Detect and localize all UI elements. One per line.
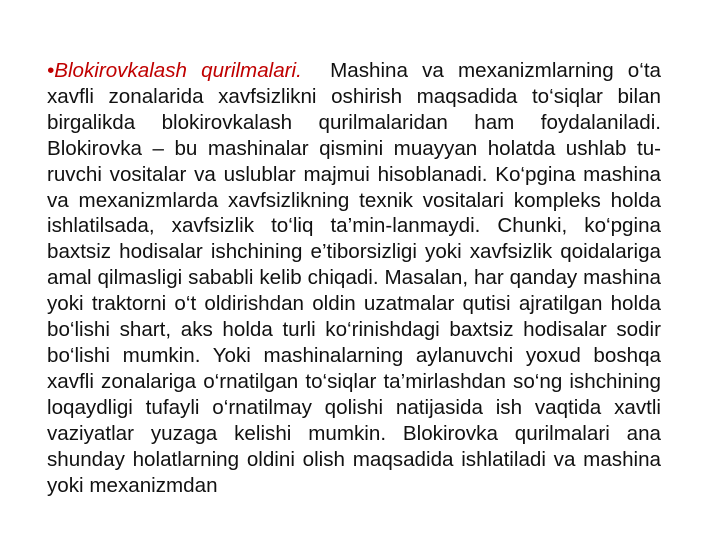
bullet-icon: • — [47, 59, 55, 82]
lead-term: Blokirovkalash qurilmalari. — [54, 59, 302, 82]
bullet-lead — [47, 59, 302, 82]
slide-body-paragraph — [47, 58, 661, 498]
paragraph-text: Mashina va mexanizmlarning o‘ta xavfli zonalarida xavfsizlikni oshirish maqsadida to‘siqlar bilan birgalikda blokirovkalash qurilmalaridan ham foydalaniladi. Blokirovka – bu mashinalar qismini muayyan holatda ushlab tu- ruvchi vositalar va uslublar majmui hisoblanadi. Ko‘pgina mashina va mexanizmlarda xavfsizlikning texnik vositalari kompleks holda ishlatilsada, xavfsizlik to‘liq ta’min-lanmaydi. Chunki, ko‘pgina baxtsiz hodisalar ishchining e’tiborsizligi yoki xavfsizlik qoidalariga amal qilmasligi sababli kelib chiqadi. Masalan, har qanday mashina yoki traktorni o‘t oldirishdan oldin uzatmalar qutisi ajratilgan holda bo‘lishi shart, aks holda turli ko‘rinishdagi baxtsiz hodisalar sodir bo‘lishi mumkin. Yoki mashinalarning aylanuvchi yoxud boshqa xavfli zonalariga o‘rnatilgan to‘siqlar ta’mirlashdan so‘ng ishchining loqaydligi tufayli o‘rnatilmay qolishi natijasida ish vaqtida xavtli vaziyatlar yuzaga kelishi mumkin. Blokirovka qurilmalari ana shunday holatlarning oldini olish maqsadida ishlatiladi va mashina yoki mexanizmdan — [47, 59, 661, 497]
